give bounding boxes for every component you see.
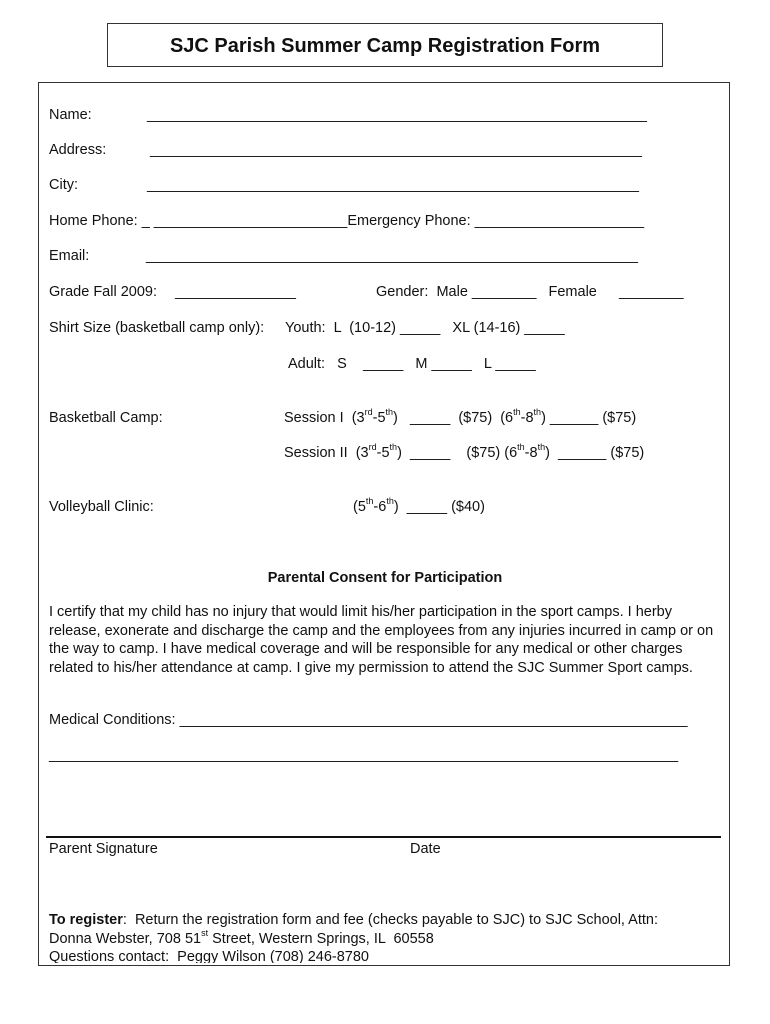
register-address: Donna Webster, 708 51st Street, Western Springs, IL 60558 [49,928,434,947]
form-title: SJC Parish Summer Camp Registration Form [169,35,601,57]
address-label: Address: [49,142,107,158]
basketball-session-1[interactable]: Session I (3rd-5th) _____ ($75) (6th-8th) ______ ($75) [284,407,637,426]
gender-label[interactable]: Gender: Male ________ Female [376,284,597,300]
parent-signature-label: Parent Signature [49,841,158,857]
volleyball-grades[interactable]: (5th-6th) _____ ($40) [353,496,485,515]
name-field[interactable]: ______________________________________________________________ [147,107,647,123]
medical-conditions-line-2[interactable]: ______________________________________________________________________________ [49,747,679,763]
consent-heading: Parental Consent for Participation [267,570,503,586]
shirt-youth-sizes[interactable]: Youth: L (10-12) _____ XL (14-16) _____ [285,320,565,336]
questions-contact: Questions contact: Peggy Wilson (708) 246-8780 [49,949,369,963]
register-instructions: To register: Return the registration form and fee (checks payable to SJC) to SJC School, Attn: [49,912,659,928]
gender-female-field[interactable]: ________ [619,284,684,300]
email-field[interactable]: _____________________________________________________________ [146,248,638,264]
city-field[interactable]: _____________________________________________________________ [147,177,639,193]
basketball-session-2[interactable]: Session II (3rd-5th) _____ ($75) (6th-8th) ______ ($75) [284,442,645,461]
grade-field[interactable]: _______________ [175,284,296,300]
city-label: City: [49,177,78,193]
phone-fields[interactable]: Home Phone: _ ________________________Emergency Phone: _____________________ [49,213,645,229]
basketball-camp-label: Basketball Camp: [49,410,163,426]
address-field[interactable]: _____________________________________________________________ [150,142,642,158]
date-label: Date [410,841,441,857]
title-box [107,23,663,67]
signature-line[interactable] [46,836,721,838]
medical-conditions-field[interactable]: Medical Conditions: _______________________________________________________________ [49,712,688,728]
volleyball-clinic-label: Volleyball Clinic: [49,499,154,515]
email-label: Email: [49,248,90,264]
consent-text: I certify that my child has no injury that would limit his/her participation in the sport camps. I herby release, exonerate and discharge the camp and the employees from any injuries incurred in camp or on the way to camp. I have medical coverage and will be responsible for any medical or other charges related to his/her attendance at camp. I give my permission to attend the SJC Summer Sport camps. [49,604,714,676]
shirt-size-label: Shirt Size (basketball camp only): [49,320,265,336]
grade-label: Grade Fall 2009: [49,284,158,300]
shirt-adult-sizes[interactable]: Adult: S _____ M _____ L _____ [288,356,536,372]
name-label: Name: [49,107,92,123]
